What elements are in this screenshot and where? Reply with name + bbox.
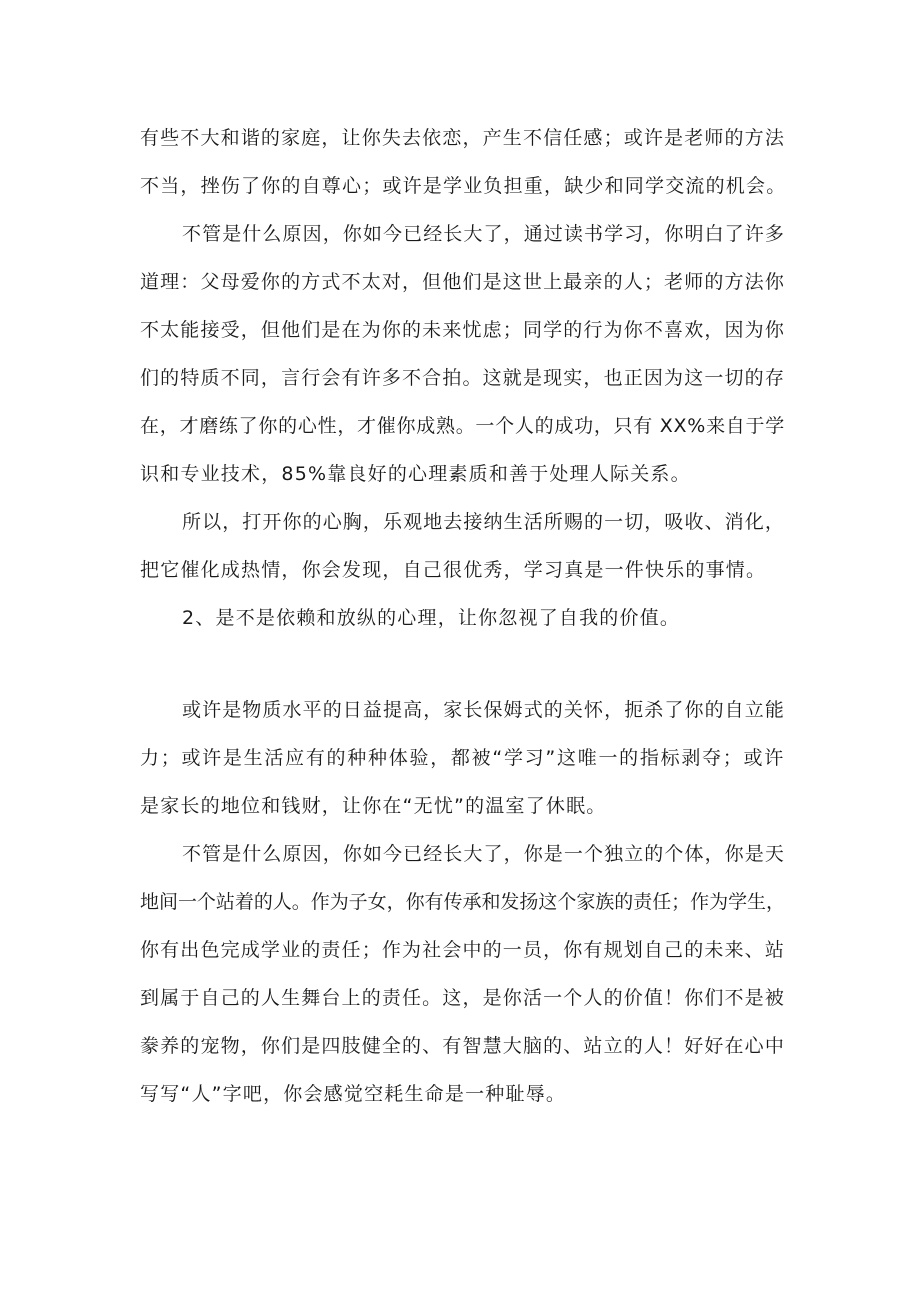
paragraph-line: 道理：父母爱你的方式不太对，但他们是这世上最亲的人；老师的方法你	[140, 271, 785, 293]
paragraph-line: 或许是物质水平的日益提高，家长保姆式的关怀，扼杀了你的自立能	[182, 699, 785, 721]
paragraph-line: 把它催化成热情，你会发现，自己很优秀，学习真是一件快乐的事情。	[140, 559, 767, 581]
paragraph-line: 们的特质不同，言行会有许多不合拍。这就是现实，也正因为这一切的存	[140, 367, 785, 389]
paragraph-line: 所以，打开你的心胸，乐观地去接纳生活所赐的一切，吸收、消化，	[182, 511, 785, 533]
section-heading-2	[140, 594, 785, 642]
paragraph-line: 力；或许是生活应有的种种体验，都被“学习”这唯一的指标剥夺；或许	[140, 747, 785, 769]
paragraph-line: 你有出色完成学业的责任；作为社会中的一员，你有规划自己的未来、站	[140, 939, 785, 961]
paragraph-line: 识和专业技术，85%靠良好的心理素质和善于处理人际关系。	[140, 463, 691, 485]
paragraph-line: 有些不大和谐的家庭，让你失去依恋，产生不信任感；或许是老师的方法	[140, 127, 785, 149]
paragraph-line: 地间一个站着的人。作为子女，你有传承和发扬这个家族的责任；作为学生，	[140, 891, 785, 913]
paragraph-line: 2、是不是依赖和放纵的心理，让你忽视了自我的价值。	[182, 607, 681, 629]
paragraph-line: 写写“人”字吧，你会感觉空耗生命是一种耻辱。	[140, 1083, 567, 1105]
paragraph-line: 在，才磨练了你的心性，才催你成熟。一个人的成功，只有 XX%来自于学	[140, 415, 785, 437]
paragraph-line: 不当，挫伤了你的自尊心；或许是学业负担重，缺少和同学交流的机会。	[140, 175, 787, 197]
paragraph-1	[140, 114, 785, 210]
paragraph-6	[140, 830, 785, 1118]
paragraph-line: 不太能接受，但他们是在为你的未来忧虑；同学的行为你不喜欢，因为你	[140, 319, 785, 341]
paragraph-line: 豢养的宠物，你们是四肢健全的、有智慧大脑的、站立的人！好好在心中	[140, 1035, 785, 1057]
paragraph-line: 是家长的地位和钱财，让你在“无忧”的温室了休眠。	[140, 795, 607, 817]
paragraph-3	[140, 498, 785, 594]
paragraph-line: 不管是什么原因，你如今已经长大了，你是一个独立的个体，你是天	[182, 843, 785, 865]
paragraph-line: 不管是什么原因，你如今已经长大了，通过读书学习，你明白了许多	[182, 223, 785, 245]
paragraph-2	[140, 210, 785, 498]
paragraph-5	[140, 686, 785, 830]
paragraph-line: 到属于自己的人生舞台上的责任。这，是你活一个人的价值！你们不是被	[140, 987, 785, 1009]
